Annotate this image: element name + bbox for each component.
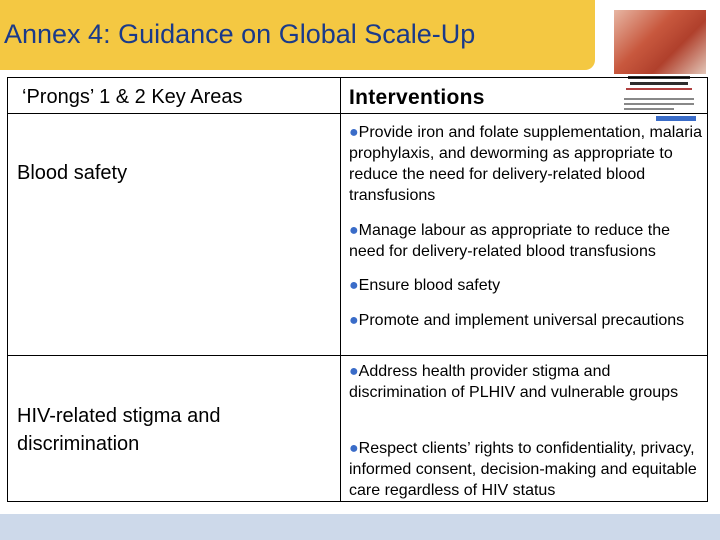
footer-bar: [0, 514, 720, 540]
bullet-icon: ●: [349, 124, 359, 141]
bullet-icon: ●: [349, 440, 359, 457]
intervention-text: Address health provider stigma and discrimination of PLHIV and vulnerable groups: [349, 363, 679, 401]
intervention-text: Respect clients’ rights to confidentiality, privacy, informed consent, decision-making and equitable care regardless of HIV status: [349, 440, 697, 499]
intervention-text: Promote and implement universal precautions: [358, 312, 685, 329]
intervention-text: Ensure blood safety: [358, 277, 501, 294]
title-bar: [0, 0, 595, 70]
intervention-item: [349, 220, 705, 262]
header-key-areas: ‘Prongs’ 1 & 2 Key Areas: [22, 86, 243, 108]
key-area-blood-safety: Blood safety: [17, 162, 128, 184]
cover-photo: [614, 10, 706, 74]
key-area-stigma: HIV-related stigma and discrimination: [17, 405, 221, 455]
header-divider: [8, 113, 707, 114]
bullet-icon: ●: [349, 277, 359, 294]
slide-title: Annex 4: Guidance on Global Scale-Up: [4, 19, 476, 49]
intervention-item: [349, 438, 705, 501]
intervention-item: [349, 310, 705, 331]
intervention-item: [349, 275, 705, 296]
bullet-icon: ●: [349, 363, 359, 380]
column-divider: [340, 78, 341, 501]
bullet-icon: ●: [349, 312, 359, 329]
header-interventions: Interventions: [349, 86, 485, 109]
intervention-text: Manage labour as appropriate to reduce the need for delivery-related blood transfusions: [349, 222, 670, 260]
intervention-item: [349, 122, 705, 206]
bullet-icon: ●: [349, 222, 359, 239]
intervention-text: Provide iron and folate supplementation, malaria prophylaxis, and deworming as appropriate to reduce the need for delivery-related blood transfusions: [349, 124, 702, 204]
key-areas-table: [7, 77, 708, 502]
row-divider: [8, 355, 707, 356]
intervention-item: [349, 361, 705, 403]
